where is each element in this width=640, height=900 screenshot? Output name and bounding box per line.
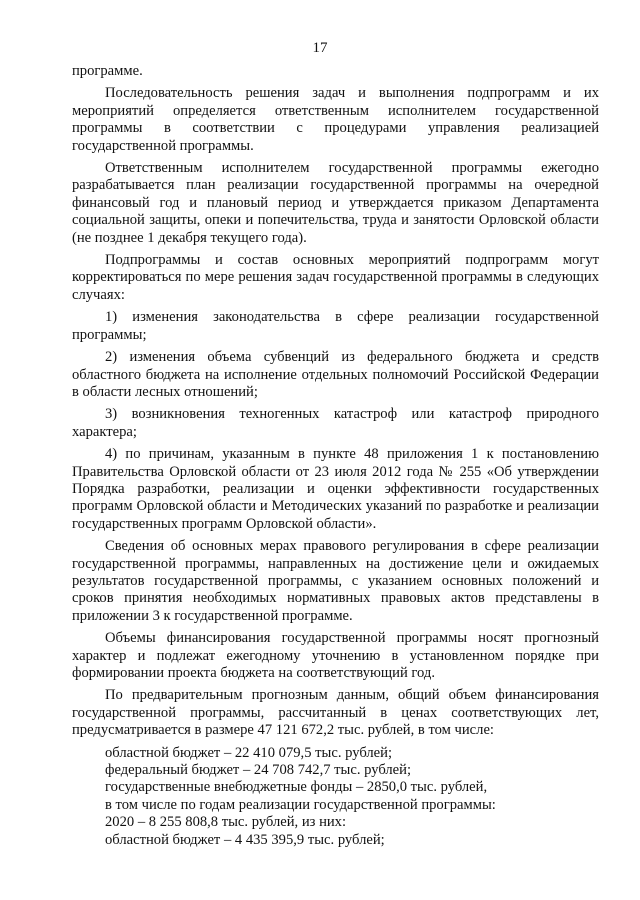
funding-line-2020-regional: областной бюджет – 4 435 395,9 тыс. рублей; [105,831,385,848]
document-body [72,63,599,850]
paragraph-annual-plan: Ответственным исполнителем государственной программы ежегодно разрабатывается план реализации государственной программы на очередной финансовый год и плановый период и утверждается приказом Департамента социальной защиты, опеки и попечительства, труда и занятости Орловской области (не позднее 1 декабря текущего года). [72,160,599,246]
funding-line-regional: областной бюджет – 22 410 079,5 тыс. рублей; [105,744,393,761]
list-item-2: 2) изменения объема субвенций из федерального бюджета и средств областного бюджета на исполнение отдельных полномочий Российской Федерации в области лесных отношений; [72,349,599,400]
paragraph-correction-cases: Подпрограммы и состав основных мероприятий подпрограмм могут корректироваться по мере решения задач государственной программы в следующих случаях: [72,252,599,303]
funding-line-by-years: в том числе по годам реализации государственной программы: [105,796,496,813]
paragraph-legal-regulation: Сведения об основных мерах правового регулирования в сфере реализации государственной программы, направленных на достижение цели и ожидаемых результатов государственной программы, с указанием основных положений и сроков принятия необходимых нормативных правовых актов представлены в приложении 3 к государственной программе. [72,538,599,624]
funding-line-federal: федеральный бюджет – 24 708 742,7 тыс. рублей; [105,762,412,779]
paragraph-forecast-total: По предварительным прогнозным данным, общий объем финансирования государственной программы, рассчитанный в ценах соответствующих лет, предусматривается в размере 47 121 672,2 тыс. рублей, в том числе: [72,687,599,739]
list-item-4: 4) по причинам, указанным в пункте 48 приложения 1 к постановлению Правительства Орловской области от 23 июля 2012 года № 255 «Об утверждении Порядка разработки, реализации и оценки эффективности государственных программ Орловской области и Методических указаний по разработке и реализации государственных программ Орловской области». [72,446,599,532]
paragraph-funding-volumes: Объемы финансирования государственной программы носят прогнозный характер и подлежат ежегодному уточнению в установленном порядке при формировании проекта бюджета на соответствующий год. [72,630,599,681]
funding-line-offbudget: государственные внебюджетные фонды – 2850,0 тыс. рублей, [105,779,488,796]
page-number: 17 [312,40,328,56]
paragraph-task-sequence: Последовательность решения задач и выполнения подпрограмм и их мероприятий определяется ответственным исполнителем государственной программы в соответствии с процедурами управления реализацией государственной программы. [72,85,599,154]
funding-line-2020: 2020 – 8 255 808,8 тыс. рублей, из них: [105,814,347,831]
list-item-3: 3) возникновения техногенных катастроф или катастроф природного характера; [72,406,599,440]
paragraph-continued: программе. [72,63,143,79]
funding-breakdown [72,745,599,849]
list-item-1: 1) изменения законодательства в сфере реализации государственной программы; [72,309,599,343]
